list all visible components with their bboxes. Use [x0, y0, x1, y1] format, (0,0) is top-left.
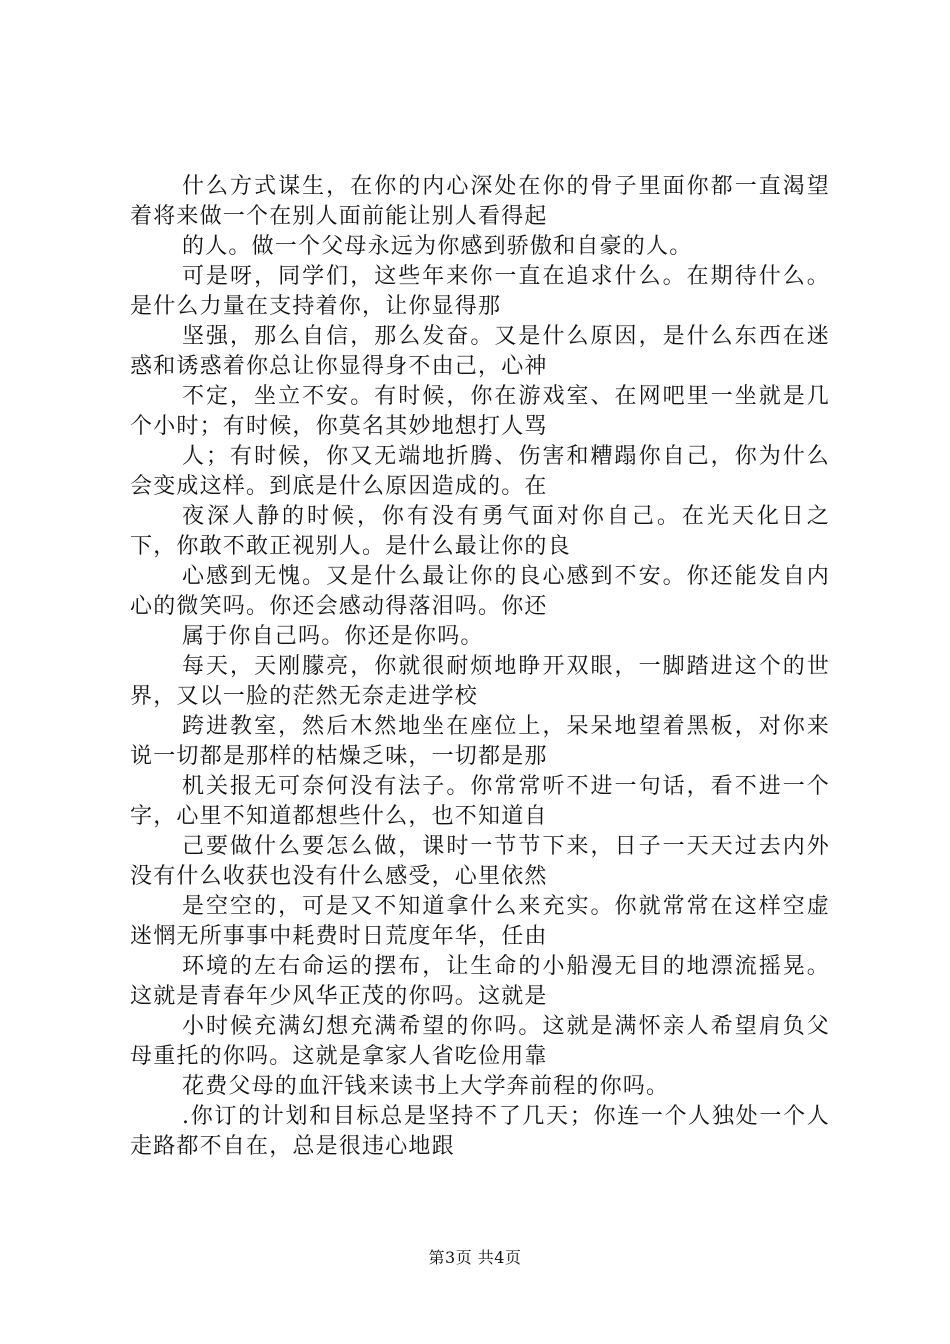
paragraph: 属于你自己吗。你还是你吗。	[182, 624, 484, 649]
paragraph: 不定，坐立不安。有时候，你在游戏室、在网吧里一坐就是几个小时；有时候，你莫名其妙地想打人骂	[130, 384, 830, 439]
paragraph: 的人。做一个父母永远为你感到骄傲和自豪的人。	[182, 234, 693, 259]
paragraph: 夜深人静的时候，你有没有勇气面对你自己。在光天化日之下，你敢不敢正视别人。是什么最让你的良	[130, 504, 830, 559]
paragraph: 心感到无愧。又是什么最让你的良心感到不安。你还能发自内心的微笑吗。你还会感动得落泪吗。你还	[130, 564, 830, 619]
paragraph: .你订的计划和目标总是坚持不了几天；你连一个人独处一个人走路都不自在，总是很违心地跟	[130, 1104, 830, 1159]
paragraph: 什么方式谋生，在你的内心深处在你的骨子里面你都一直渴望着将来做一个在别人面前能让别人看得起	[130, 174, 830, 229]
document-body	[130, 172, 830, 1162]
paragraph: 跨进教室，然后木然地坐在座位上，呆呆地望着黑板，对你来说一切都是那样的枯燥乏味，一切都是那	[130, 714, 830, 769]
paragraph: 可是呀，同学们，这些年来你一直在追求什么。在期待什么。是什么力量在支持着你，让你显得那	[130, 264, 830, 319]
paragraph: 每天，天刚朦亮，你就很耐烦地睁开双眼，一脚踏进这个的世界，又以一脸的茫然无奈走进学校	[130, 654, 830, 709]
paragraph: 人；有时候，你又无端地折腾、伤害和糟蹋你自己，你为什么会变成这样。到底是什么原因造成的。在	[130, 444, 830, 499]
paragraph: 花费父母的血汗钱来读书上大学奔前程的你吗。	[182, 1074, 670, 1099]
paragraph: 机关报无可奈何没有法子。你常常听不进一句话，看不进一个字，心里不知道都想些什么，也不知道自	[130, 774, 830, 829]
page-footer: 第3页 共4页	[428, 1248, 522, 1267]
paragraph: 坚强，那么自信，那么发奋。又是什么原因，是什么东西在迷惑和诱惑着你总让你显得身不由己，心神	[130, 324, 830, 379]
paragraph: 己要做什么要怎么做，课时一节节下来，日子一天天过去内外没有什么收获也没有什么感受，心里依然	[130, 834, 830, 889]
paragraph: 环境的左右命运的摆布，让生命的小船漫无目的地漂流摇晃。这就是青春年少风华正茂的你吗。这就是	[130, 954, 830, 1009]
paragraph: 是空空的，可是又不知道拿什么来充实。你就常常在这样空虚迷惘无所事事中耗费时日荒度年华，任由	[130, 894, 830, 949]
paragraph: 小时候充满幻想充满希望的你吗。这就是满怀亲人希望肩负父母重托的你吗。这就是拿家人省吃俭用靠	[130, 1014, 830, 1069]
